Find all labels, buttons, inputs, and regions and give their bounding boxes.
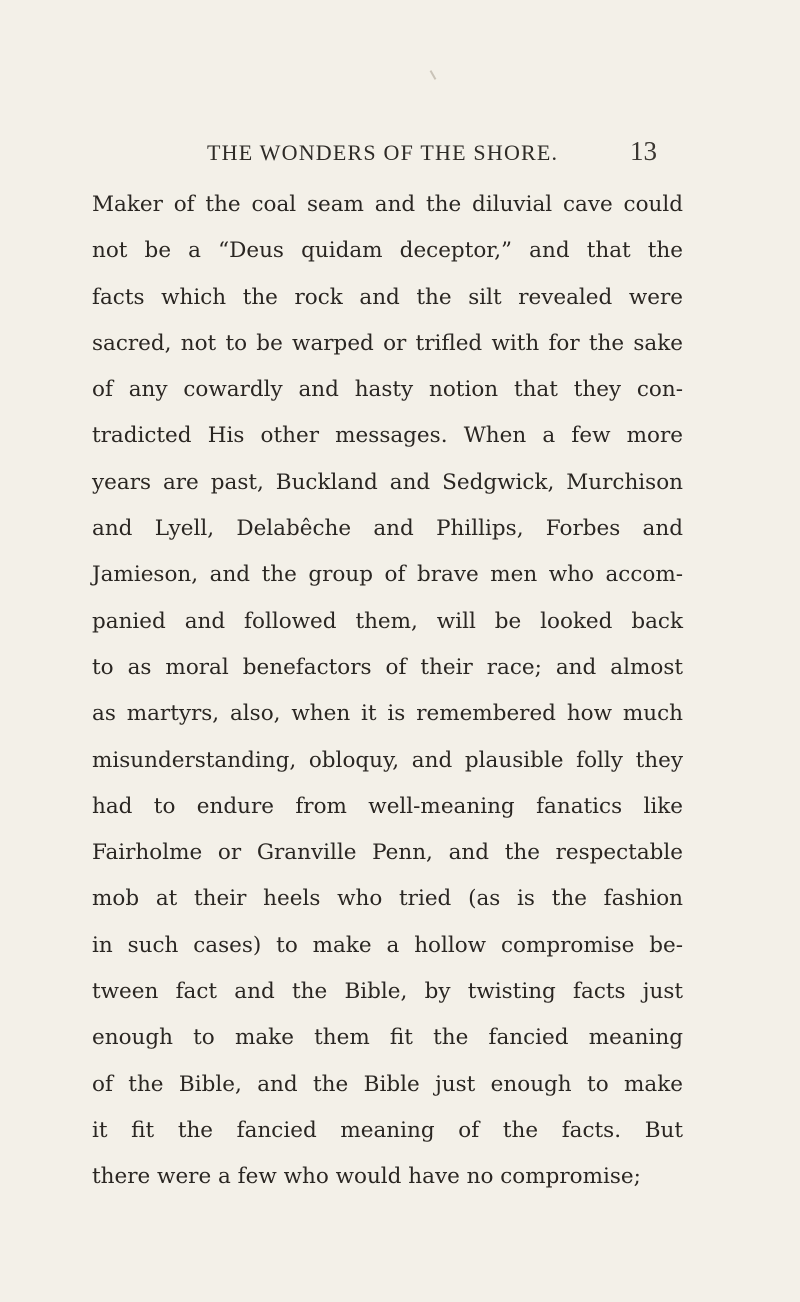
text-line: as martyrs, also, when it is remembered how much (92, 701, 683, 727)
body-text (92, 182, 683, 1201)
text-line: tradicted His other messages. When a few more (92, 423, 683, 449)
text-line: it fit the fancied meaning of the facts. But (92, 1117, 683, 1143)
text-line: in such cases) to make a hollow compromise be- (92, 932, 683, 958)
text-line: misunderstanding, obloquy, and plausible folly they (92, 747, 683, 773)
page-number: 13 (630, 136, 657, 166)
running-title: THE WONDERS OF THE SHORE. (207, 140, 559, 165)
text-line: tween fact and the Bible, by twisting facts just (92, 979, 683, 1005)
text-line: had to endure from well-meaning fanatics like (92, 793, 683, 819)
text-line: mob at their heels who tried (as is the fashion (92, 886, 683, 912)
running-head (207, 136, 657, 170)
text-line: enough to make them fit the fancied meaning (92, 1025, 683, 1051)
text-line: of the Bible, and the Bible just enough to make (92, 1071, 683, 1097)
text-line: Jamieson, and the group of brave men who accom- (92, 562, 683, 588)
stray-mark (430, 70, 437, 80)
text-line: and Lyell, Delabêche and Phillips, Forbes and (92, 516, 683, 542)
text-line: of any cowardly and hasty notion that they con- (92, 377, 683, 403)
text-line: years are past, Buckland and Sedgwick, Murchison (92, 469, 683, 495)
text-line: there were a few who would have no compromise; (92, 1164, 641, 1190)
text-line: not be a “Deus quidam deceptor,” and that the (92, 238, 683, 264)
text-line: panied and followed them, will be looked back (92, 608, 683, 634)
text-line: Fairholme or Granville Penn, and the respectable (92, 840, 683, 866)
text-line: Maker of the coal seam and the diluvial cave could (92, 192, 683, 217)
text-line: facts which the rock and the silt revealed were (92, 284, 683, 310)
text-line: sacred, not to be warped or trifled with for the sake (92, 330, 683, 356)
text-line: to as moral benefactors of their race; and almost (92, 654, 683, 680)
